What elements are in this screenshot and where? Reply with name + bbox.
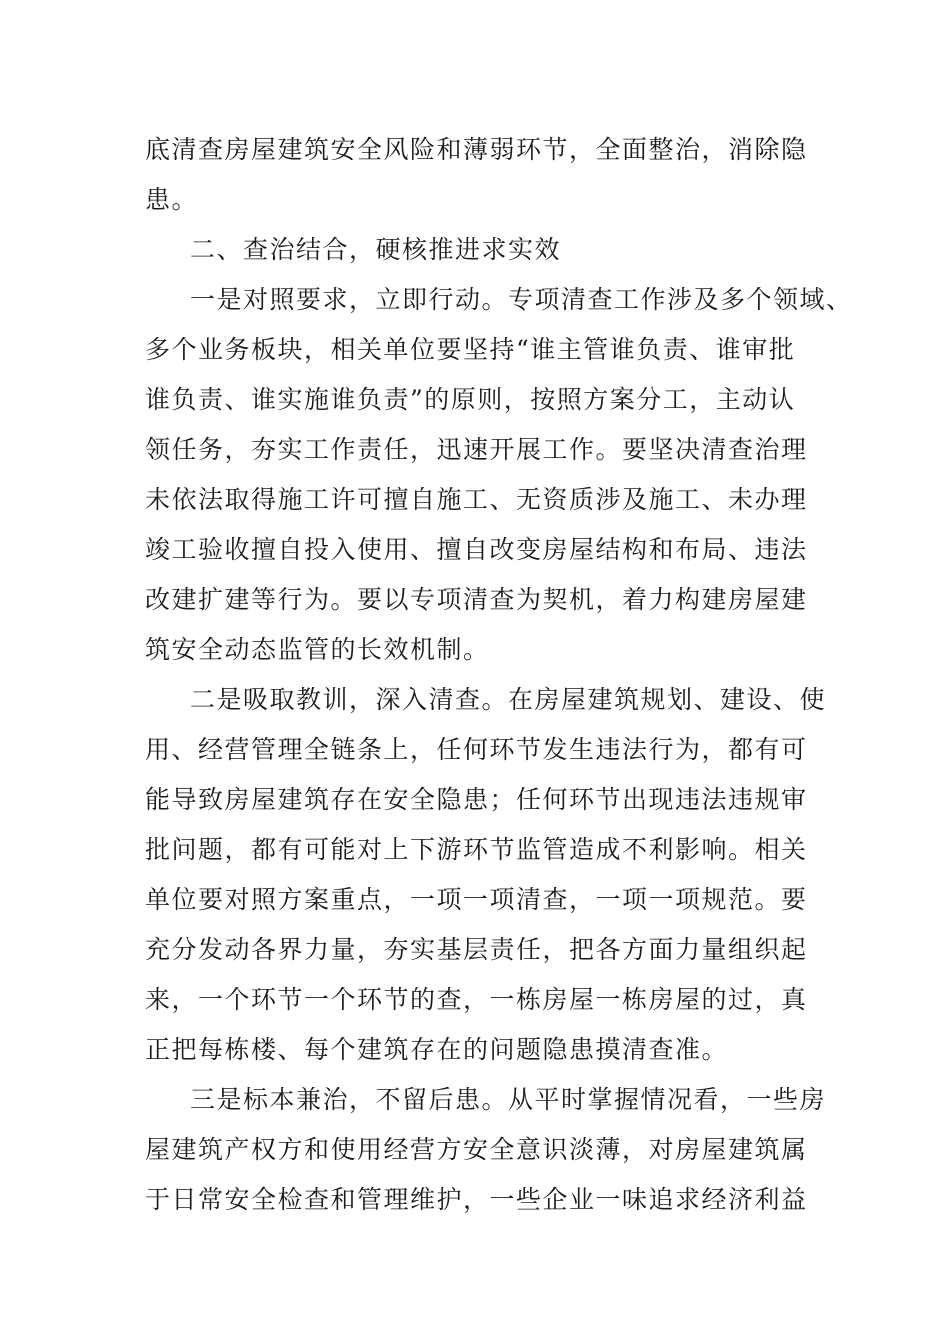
text-line: 批问题，都有可能对上下游环节监管造成不利影响。相关 <box>145 835 808 864</box>
text-line: 筑安全动态监管的长效机制。 <box>145 635 490 664</box>
text-line: 竣工验收擅自投入使用、擅自改变房屋结构和布局、违法 <box>145 535 808 564</box>
text-line: 未依法取得施工许可擅自施工、无资质涉及施工、未办理 <box>145 485 808 514</box>
text-line: 用、经营管理全链条上，任何环节发生违法行为，都有可 <box>145 735 808 764</box>
text-line: 患。 <box>145 185 199 214</box>
section-heading: 二、查治结合，硬核推进求实效 <box>190 235 562 264</box>
text-line: 多个业务板块，相关单位要坚持“谁主管谁负责、谁审批 <box>145 335 796 364</box>
text-line: 能导致房屋建筑存在安全隐患；任何环节出现违法违规审 <box>145 785 808 814</box>
text-line: 来，一个环节一个环节的查，一栋房屋一栋房屋的过，真 <box>145 985 808 1014</box>
text-line: 充分发动各界力量，夯实基层责任，把各方面力量组织起 <box>145 935 808 964</box>
paragraph-start: 三是标本兼治，不留后患。从平时掌握情况看，一些房 <box>190 1085 827 1114</box>
text-line: 改建扩建等行为。要以专项清查为契机，着力构建房屋建 <box>145 585 808 614</box>
text-line: 屋建筑产权方和使用经营方安全意识淡薄，对房屋建筑属 <box>145 1135 808 1164</box>
paragraph-start: 二是吸取教训，深入清查。在房屋建筑规划、建设、使 <box>190 685 827 714</box>
text-line: 正把每栋楼、每个建筑存在的问题隐患摸清查准。 <box>145 1035 729 1064</box>
text-line: 单位要对照方案重点，一项一项清查，一项一项规范。要 <box>145 885 808 914</box>
text-line: 底清查房屋建筑安全风险和薄弱环节，全面整治，消除隐 <box>145 135 808 164</box>
paragraph-start: 一是对照要求，立即行动。专项清查工作涉及多个领域、 <box>190 285 853 314</box>
text-line: 于日常安全检查和管理维护，一些企业一味追求经济利益 <box>145 1185 808 1214</box>
text-line: 领任务，夯实工作责任，迅速开展工作。要坚决清查治理 <box>145 435 808 464</box>
text-line: 谁负责、谁实施谁负责”的原则，按照方案分工，主动认 <box>145 385 796 414</box>
